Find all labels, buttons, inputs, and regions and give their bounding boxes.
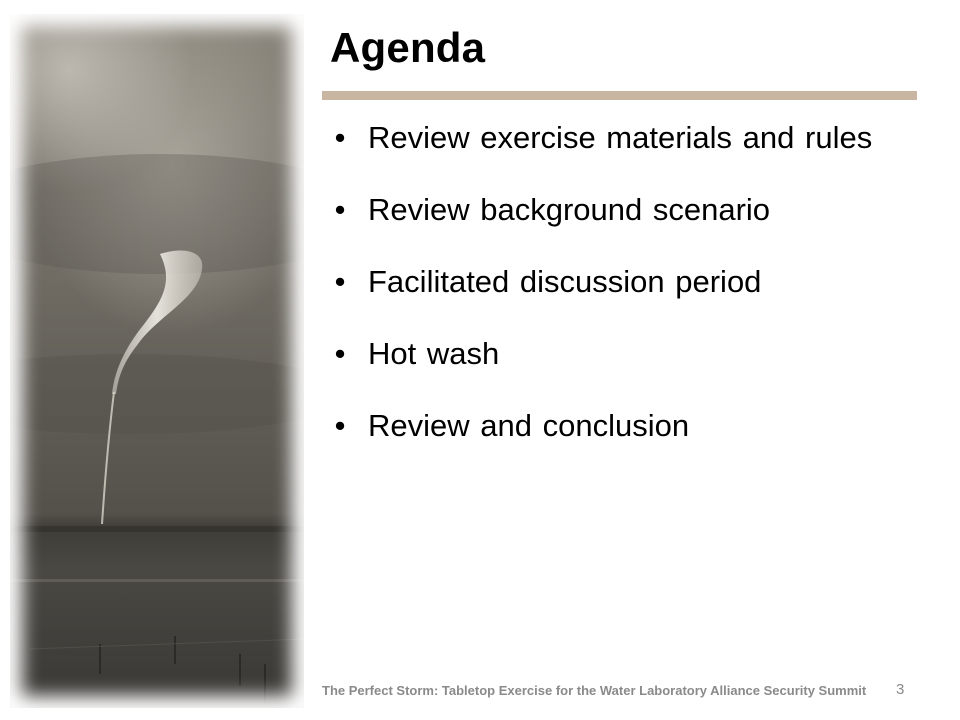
bullet-icon: • [334,408,346,443]
agenda-item-text: Review background scenario [368,192,771,227]
agenda-item [330,334,890,374]
agenda-item [330,406,890,446]
bullet-icon: • [334,264,346,299]
bullet-icon: • [334,120,346,155]
bullet-icon: • [334,336,346,371]
agenda-list [330,118,890,478]
agenda-item-text: Hot wash [368,336,500,371]
tornado-photo [10,14,304,708]
agenda-item-text: Review exercise materials and rules [368,120,873,155]
agenda-item [330,118,890,158]
slide-footer: The Perfect Storm: Tabletop Exercise for the Water Laboratory Alliance Security Summit [322,683,867,698]
bullet-icon: • [334,192,346,227]
page-number: 3 [896,681,905,698]
tornado-illustration [10,14,304,708]
agenda-item-text: Facilitated discussion period [368,264,762,299]
agenda-item-text: Review and conclusion [368,408,690,443]
agenda-item [330,190,890,230]
agenda-item [330,262,890,302]
slide-title: Agenda [330,24,486,71]
title-underline-bar [322,91,917,100]
